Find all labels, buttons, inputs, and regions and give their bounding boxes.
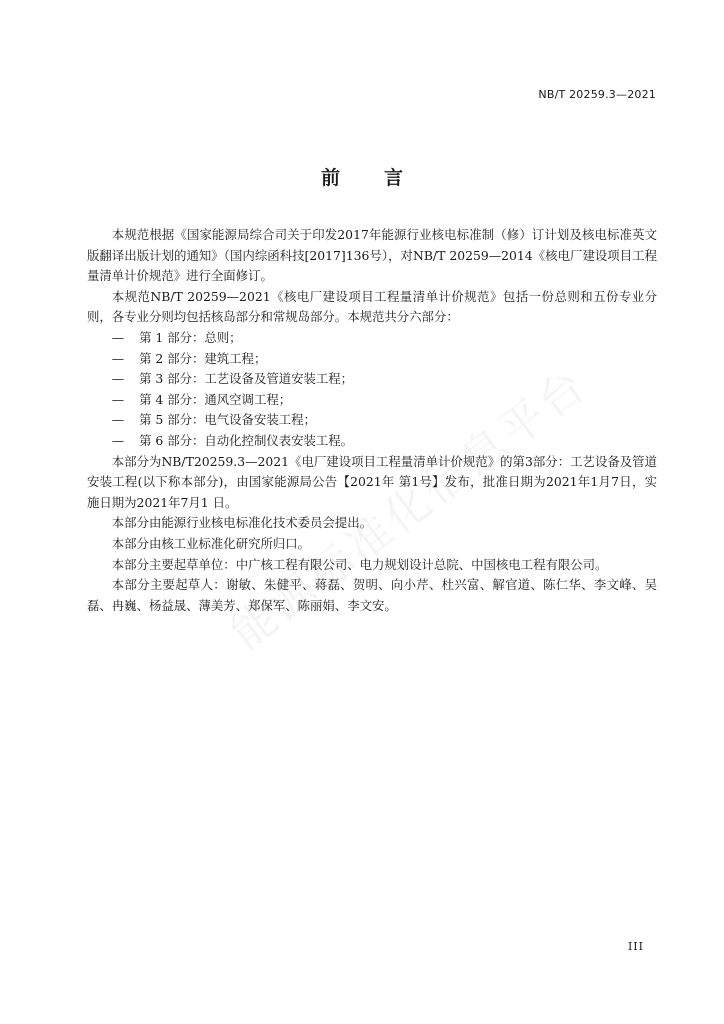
paragraph-basis: 本规范根据《国家能源局综合司关于印发2017年能源行业核电标准制（修）订计划及核电标准英文版翻译出版计划的通知》（国内综函科技[2017]136号），对NB/T 20259—2014《核电厂建设项目工程量清单计价规范》进行全面修订。 bbox=[87, 227, 657, 284]
list-dash: — bbox=[111, 350, 125, 366]
list-dash: — bbox=[111, 432, 125, 448]
list-dash: — bbox=[111, 371, 125, 387]
paragraph-structure: 本规范NB/T 20259—2021《核电厂建设项目工程量清单计价规范》包括一份总则和五份专业分则，各专业分则均包括核岛部分和常规岛部分。本规范共分六部分： bbox=[87, 288, 657, 325]
page-number: III bbox=[627, 940, 644, 953]
paragraph-drafters: 本部分主要起草人：谢敏、朱健平、蒋磊、贺明、向小芹、杜兴富、解官道、陈仁华、李文峰、吴磊、冉巍、杨益晟、薄美芳、郑保军、陈丽娟、李文安。 bbox=[87, 577, 657, 613]
page-title: 前言 bbox=[320, 167, 447, 189]
list-item-text: 第 6 部分：自动化控制仪表安装工程。 bbox=[139, 432, 354, 448]
list-item-text: 第 2 部分：建筑工程； bbox=[139, 350, 267, 366]
standard-code: NB/T 20259.3—2021 bbox=[538, 88, 656, 101]
paragraph-drafting-units: 本部分主要起草单位：中广核工程有限公司、电力规划设计总院、中国核电工程有限公司。 bbox=[111, 556, 608, 572]
list-dash: — bbox=[111, 391, 125, 407]
list-dash: — bbox=[111, 412, 125, 428]
list-item bbox=[87, 431, 657, 452]
paragraph-this-part: 本部分为NB/T20259.3—2021《电厂建设项目工程量清单计价规范》的第3部分：工艺设备及管道安装工程(以下称本部分)，由国家能源局公告【2021年 第1号】发布，批准日期为2021年1月7日，实施日期为2021年7月1 日。 bbox=[87, 453, 657, 510]
list-item-text: 第 4 部分：通风空调工程； bbox=[139, 391, 292, 407]
list-item-text: 第 1 部分：总则； bbox=[139, 329, 242, 345]
list-item-text: 第 3 部分：工艺设备及管道安装工程； bbox=[139, 371, 354, 387]
list-dash: — bbox=[111, 329, 125, 345]
list-item bbox=[87, 328, 657, 349]
paragraph-administrator: 本部分由核工业标准化研究所归口。 bbox=[111, 535, 311, 551]
list-item-text: 第 5 部分：电气设备安装工程； bbox=[139, 412, 316, 428]
paragraph-proposer: 本部分由能源行业核电标准化技术委员会提出。 bbox=[111, 515, 372, 531]
